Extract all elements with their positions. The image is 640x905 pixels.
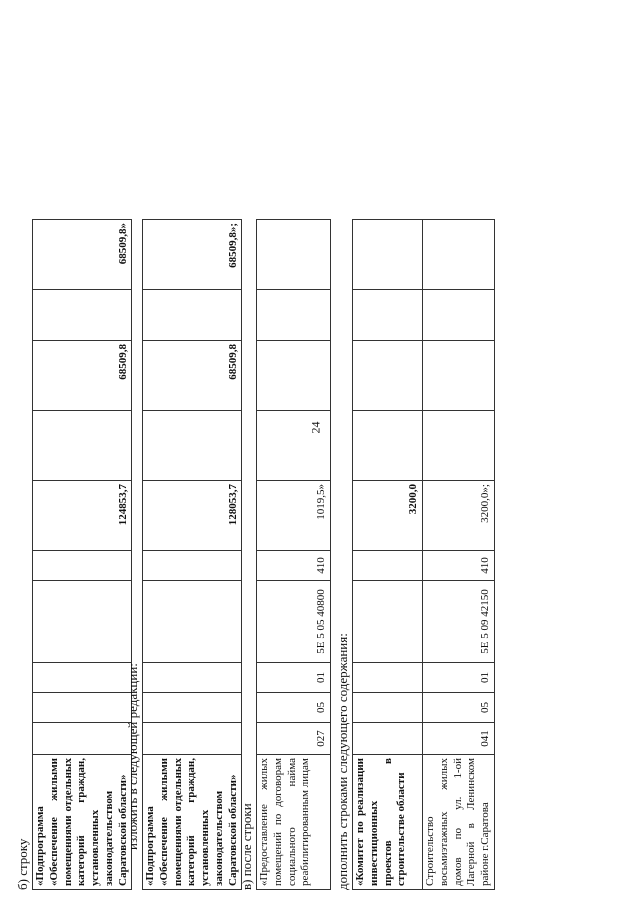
rotated-content bbox=[15, 90, 625, 890]
cell-sum-3: 68509,8 bbox=[143, 341, 242, 411]
cell-razdel: 05 bbox=[257, 693, 331, 723]
table-dopolnit bbox=[352, 219, 495, 890]
cell-razdel bbox=[143, 693, 242, 723]
row-name: «Предоставление жилых помещений по договорам социального найма реабилитированным лицам bbox=[257, 755, 331, 890]
cell-sum-4 bbox=[33, 290, 132, 341]
cell-sum-5 bbox=[257, 220, 331, 290]
cell-sum-2 bbox=[33, 411, 132, 481]
cell-sum-4 bbox=[143, 290, 242, 341]
page-number: 24 bbox=[308, 421, 323, 434]
cell-vr bbox=[353, 551, 423, 581]
cell-sum-1: 3200,0 bbox=[353, 481, 423, 551]
table-row bbox=[257, 220, 331, 890]
cell-sum-3: 68509,8 bbox=[33, 341, 132, 411]
table-izlozhit bbox=[142, 219, 242, 890]
cell-ved: 041 bbox=[423, 723, 495, 755]
cell-csr bbox=[143, 581, 242, 663]
cell-ved bbox=[143, 723, 242, 755]
cell-sum-1: 1019,5» bbox=[257, 481, 331, 551]
cell-razdel: 05 bbox=[423, 693, 495, 723]
cell-sum-2 bbox=[423, 411, 495, 481]
cell-sum-2 bbox=[353, 411, 423, 481]
cell-csr: 5Е 5 05 40800 bbox=[257, 581, 331, 663]
cell-sum-1: 128053,7 bbox=[143, 481, 242, 551]
table-row bbox=[33, 220, 132, 890]
cell-podrazdel bbox=[143, 663, 242, 693]
row-name: «Комитет по реализации инвестиционных проектов в строительстве области bbox=[353, 755, 423, 890]
cell-sum-5 bbox=[353, 220, 423, 290]
cell-ved: 027 bbox=[257, 723, 331, 755]
cell-sum-1: 124853,7 bbox=[33, 481, 132, 551]
table-b bbox=[32, 219, 132, 890]
cell-razdel bbox=[33, 693, 132, 723]
cell-sum-4 bbox=[353, 290, 423, 341]
cell-sum-3 bbox=[353, 341, 423, 411]
cell-sum-3 bbox=[257, 341, 331, 411]
cell-vr: 410 bbox=[257, 551, 331, 581]
cell-csr bbox=[33, 581, 132, 663]
cell-razdel bbox=[353, 693, 423, 723]
cell-sum-3 bbox=[423, 341, 495, 411]
cell-sum-2 bbox=[143, 411, 242, 481]
row-name: «Подпрограмма «Обеспечение жилыми помещениями отдельных категорий граждан, установленных законодательством Саратовской области» bbox=[143, 755, 242, 890]
cell-sum-4 bbox=[423, 290, 495, 341]
row-name: Строительство восьмиэтажных жилых домов по ул. 1-ой Лагерной в Ленинском районе г.Саратова bbox=[423, 755, 495, 890]
cell-vr bbox=[33, 551, 132, 581]
table-row bbox=[423, 220, 495, 890]
cell-podrazdel: 01 bbox=[423, 663, 495, 693]
caption-v: в) после строки bbox=[239, 803, 254, 890]
cell-podrazdel bbox=[33, 663, 132, 693]
cell-vr bbox=[143, 551, 242, 581]
cell-sum-1: 3200,0»; bbox=[423, 481, 495, 551]
caption-b: б) строку bbox=[15, 838, 30, 890]
caption-izlozhit: изложить в следующей редакции: bbox=[125, 663, 140, 850]
row-name: «Подпрограмма «Обеспечение жилыми помещениями отдельных категорий граждан, установленных законодательством Саратовской области» bbox=[33, 755, 132, 890]
cell-sum-5: 68509,8» bbox=[33, 220, 132, 290]
cell-csr bbox=[353, 581, 423, 663]
cell-podrazdel: 01 bbox=[257, 663, 331, 693]
cell-sum-2 bbox=[257, 411, 331, 481]
table-row bbox=[143, 220, 242, 890]
table-v bbox=[256, 219, 331, 890]
cell-sum-4 bbox=[257, 290, 331, 341]
cell-sum-5 bbox=[423, 220, 495, 290]
caption-dopolnit: дополнить строками следующего содержания: bbox=[335, 633, 350, 890]
cell-vr: 410 bbox=[423, 551, 495, 581]
cell-sum-5: 68509,8»; bbox=[143, 220, 242, 290]
cell-csr: 5Е 5 09 42150 bbox=[423, 581, 495, 663]
cell-ved bbox=[353, 723, 423, 755]
cell-podrazdel bbox=[353, 663, 423, 693]
cell-ved bbox=[33, 723, 132, 755]
table-row bbox=[353, 220, 423, 890]
